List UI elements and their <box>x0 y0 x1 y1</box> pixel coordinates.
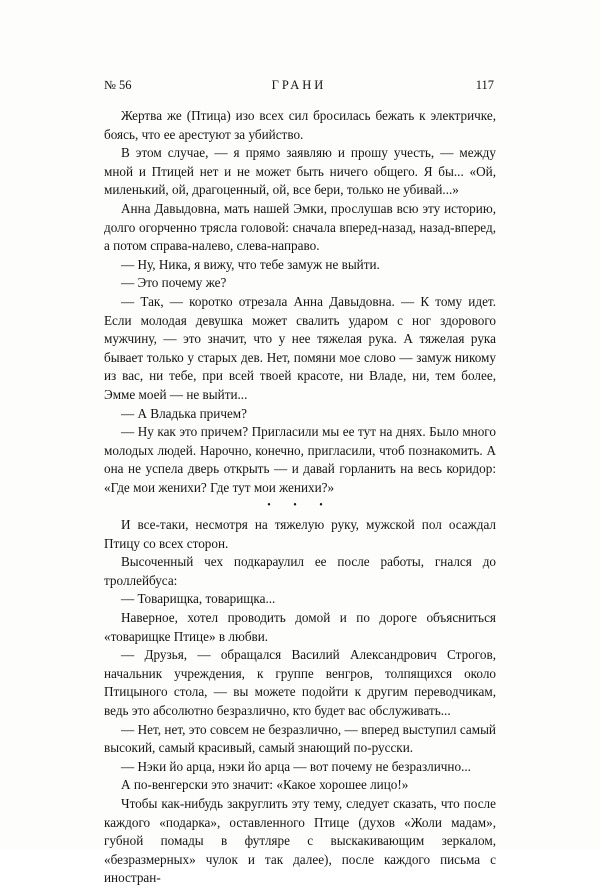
dialogue-line: — Так, — коротко отрезала Анна Давыдовна. — К тому идет. Если молодая девушка может свалить ударом с ног здорового мужчину, — это значит, что у нее тяжелая рука. А тяжелая рука бывает только у старых дев. Нет, помяни мое слово — замуж никому из вас, ни тебе, при всей твоей красоте, ни Владе, ни, тем более, Эмме моей — не выйти... <box>104 293 496 402</box>
issue-number: № 56 <box>104 78 132 92</box>
paragraph: И все-таки, несмотря на тяжелую руку, мужской пол осаждал Птицу со всех сторон. <box>104 517 496 551</box>
dialogue-line: — А Владька причем? <box>121 405 248 421</box>
paragraph: Высоченный чех подкараулил ее после работы, гнался до троллейбуса: <box>104 554 496 588</box>
page-number: 117 <box>475 78 494 92</box>
paragraph: В этом случае, — я прямо заявляю и прошу учесть, — между мной и Птицей нет и не может быть ничего общего. Я бы... «Ой, миленький, ой, драгоценный, ой, все бери, только не убивай...» <box>104 145 496 198</box>
section-separator: • • • <box>267 500 333 512</box>
paragraph: Анна Давыдовна, мать нашей Эмки, прослушав всю эту историю, долго огорченно трясла головой: сначала вперед-назад, назад-вперед, а потом справа-налево, слева-направо. <box>104 200 496 254</box>
dialogue-line: — Нет, нет, это совсем не безразлично, — вперед выступил самый высокий, самый красивый, самый знающий по-русски. <box>104 721 496 756</box>
dialogue-line: — Нэки йо арца, нэки йо арца — вот почему не безразлично... <box>121 758 471 774</box>
dialogue-line: — Ну, Ника, я вижу, что тебе замуж не выйти. <box>121 256 380 272</box>
paragraph: Жертва же (Птица) изо всех сил бросилась бежать к электричке, боясь, что ее арестуют за убийство. <box>104 108 496 142</box>
journal-title: ГРАНИ <box>271 78 327 92</box>
dialogue-line: — Это почему же? <box>121 275 227 291</box>
dialogue-line: — Ну как это причем? Пригласили мы ее тут на днях. Было много молодых людей. Нарочно, конечно, пригласили, чтоб познакомить. А она не успела дверь открыть — и давай горланить на весь коридор: «Где мои женихи? Где тут мои женихи?» <box>104 424 496 495</box>
paragraph: А по-венгерски это значит: «Какое хорошее лицо!» <box>121 777 409 793</box>
running-header <box>104 78 494 94</box>
dialogue-line: — Друзья, — обращался Василий Александрович Строгов, начальник учреждения, к группе венгров, толпящихся около Птицыного стола, — вы можете подойти к другим переводчикам, ведь это абсолютно безразлично, кто будет вас обслуживать... <box>104 647 496 718</box>
paragraph: Наверное, хотел проводить домой и по дороге объясниться «товарищке Птице» в любви. <box>104 610 496 644</box>
dialogue-line: — Товарищка, товарищка... <box>121 591 276 607</box>
body-text <box>104 107 496 888</box>
paragraph: Чтобы как-нибудь закруглить эту тему, следует сказать, что после каждого «подарка», оставленного Птице (духов «Жоли мадам», губной помады в футляре с выскакивающим зеркалом, «безразмерных» чулок и так далее), после каждого письма с иностран- <box>104 795 496 886</box>
